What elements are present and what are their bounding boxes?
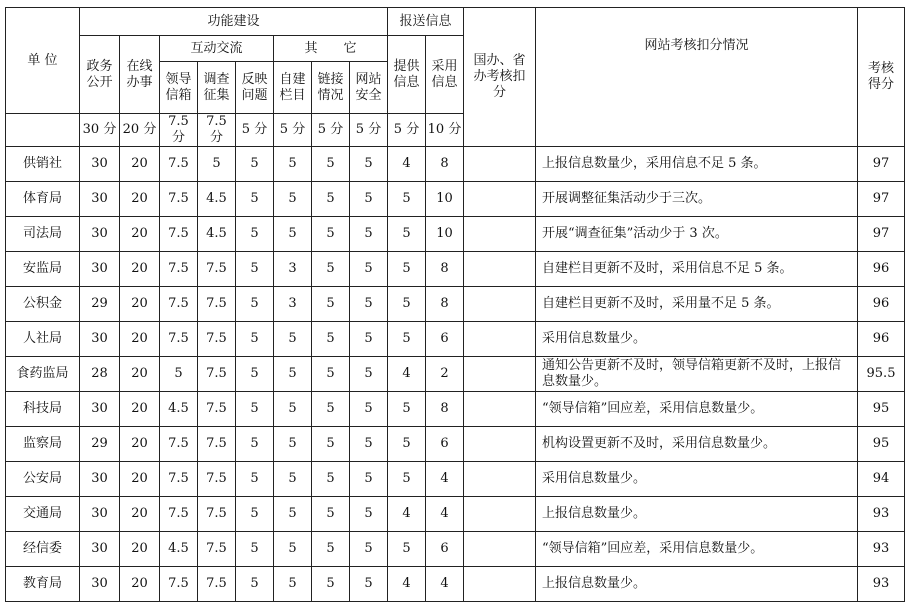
adopt-info-score: 10 <box>426 182 464 217</box>
table-row <box>6 182 905 217</box>
online-service-score: 20 <box>120 147 160 182</box>
links-score: 5 <box>312 462 350 497</box>
assessment-table <box>5 7 905 602</box>
table-row <box>6 287 905 322</box>
unit-name: 安监局 <box>6 252 80 287</box>
unit-name: 司法局 <box>6 217 80 252</box>
gov-affairs-score: 30 <box>80 497 120 532</box>
online-service-score: 20 <box>120 287 160 322</box>
gov-affairs-score: 30 <box>80 322 120 357</box>
deduction-note: “领导信箱”回应差，采用信息数量少。 <box>536 392 858 427</box>
links-score: 5 <box>312 147 350 182</box>
header-others: 其 它 <box>274 36 388 62</box>
online-service-score: 20 <box>120 567 160 602</box>
provide-info-score: 5 <box>388 462 426 497</box>
max-score: 5 分 <box>350 114 388 147</box>
web-security-score: 5 <box>350 217 388 252</box>
survey-score: 7.5 <box>198 497 236 532</box>
header-total-score: 考核得分 <box>858 8 905 147</box>
feedback-score: 5 <box>236 497 274 532</box>
feedback-score: 5 <box>236 217 274 252</box>
web-security-score: 5 <box>350 427 388 462</box>
web-security-score: 5 <box>350 357 388 392</box>
feedback-score: 5 <box>236 567 274 602</box>
web-security-score: 5 <box>350 462 388 497</box>
national-provincial-deduction <box>464 462 536 497</box>
survey-score: 4.5 <box>198 182 236 217</box>
unit-name: 公积金 <box>6 287 80 322</box>
leader-mailbox-score: 7.5 <box>160 182 198 217</box>
provide-info-score: 5 <box>388 217 426 252</box>
provide-info-score: 5 <box>388 287 426 322</box>
online-service-score: 20 <box>120 217 160 252</box>
online-service-score: 20 <box>120 182 160 217</box>
header-gov-affairs: 政务公开 <box>80 36 120 114</box>
gov-affairs-score: 30 <box>80 532 120 567</box>
total-score: 96 <box>858 322 905 357</box>
national-provincial-deduction <box>464 532 536 567</box>
links-score: 5 <box>312 567 350 602</box>
provide-info-score: 5 <box>388 252 426 287</box>
adopt-info-score: 8 <box>426 287 464 322</box>
max-score: 7.5 分 <box>198 114 236 147</box>
survey-score: 7.5 <box>198 567 236 602</box>
links-score: 5 <box>312 392 350 427</box>
total-score: 96 <box>858 252 905 287</box>
web-security-score: 5 <box>350 252 388 287</box>
survey-score: 5 <box>198 147 236 182</box>
deduction-note: 开展“调查征集”活动少于 3 次。 <box>536 217 858 252</box>
adopt-info-score: 6 <box>426 532 464 567</box>
adopt-info-score: 8 <box>426 252 464 287</box>
deduction-note: 自建栏目更新不及时，采用信息不足 5 条。 <box>536 252 858 287</box>
self-column-score: 5 <box>274 182 312 217</box>
leader-mailbox-score: 7.5 <box>160 252 198 287</box>
total-score: 95 <box>858 427 905 462</box>
self-column-score: 3 <box>274 287 312 322</box>
national-provincial-deduction <box>464 252 536 287</box>
total-score: 97 <box>858 217 905 252</box>
national-provincial-deduction <box>464 287 536 322</box>
survey-score: 7.5 <box>198 532 236 567</box>
survey-score: 7.5 <box>198 357 236 392</box>
gov-affairs-score: 29 <box>80 427 120 462</box>
deduction-note: 上报信息数量少，采用信息不足 5 条。 <box>536 147 858 182</box>
deduction-note: 通知公告更新不及时，领导信箱更新不及时，上报信息数量少。 <box>536 357 858 392</box>
national-provincial-deduction <box>464 392 536 427</box>
unit-name: 经信委 <box>6 532 80 567</box>
self-column-score: 5 <box>274 217 312 252</box>
leader-mailbox-score: 7.5 <box>160 567 198 602</box>
deduction-note: 上报信息数量少。 <box>536 567 858 602</box>
online-service-score: 20 <box>120 357 160 392</box>
leader-mailbox-score: 4.5 <box>160 392 198 427</box>
header-web-security: 网站安全 <box>350 62 388 114</box>
table-row <box>6 357 905 392</box>
online-service-score: 20 <box>120 462 160 497</box>
table-row <box>6 567 905 602</box>
provide-info-score: 4 <box>388 147 426 182</box>
unit-name: 食药监局 <box>6 357 80 392</box>
max-score: 20 分 <box>120 114 160 147</box>
web-security-score: 5 <box>350 287 388 322</box>
provide-info-score: 5 <box>388 322 426 357</box>
leader-mailbox-score: 7.5 <box>160 322 198 357</box>
header-interaction: 互动交流 <box>160 36 274 62</box>
adopt-info-score: 8 <box>426 147 464 182</box>
total-score: 97 <box>858 182 905 217</box>
table-row <box>6 322 905 357</box>
unit-name: 教育局 <box>6 567 80 602</box>
leader-mailbox-score: 4.5 <box>160 532 198 567</box>
self-column-score: 5 <box>274 532 312 567</box>
self-column-score: 5 <box>274 462 312 497</box>
self-column-score: 5 <box>274 322 312 357</box>
survey-score: 4.5 <box>198 217 236 252</box>
max-score: 5 分 <box>312 114 350 147</box>
table-row <box>6 497 905 532</box>
survey-score: 7.5 <box>198 322 236 357</box>
header-self-column: 自建栏目 <box>274 62 312 114</box>
national-provincial-deduction <box>464 322 536 357</box>
header-feedback: 反映问题 <box>236 62 274 114</box>
survey-score: 7.5 <box>198 287 236 322</box>
table-row <box>6 427 905 462</box>
online-service-score: 20 <box>120 252 160 287</box>
adopt-info-score: 4 <box>426 567 464 602</box>
self-column-score: 3 <box>274 252 312 287</box>
online-service-score: 20 <box>120 532 160 567</box>
national-provincial-deduction <box>464 182 536 217</box>
max-score: 5 分 <box>274 114 312 147</box>
deduction-note: 开展调整征集活动少于三次。 <box>536 182 858 217</box>
feedback-score: 5 <box>236 182 274 217</box>
total-score: 97 <box>858 147 905 182</box>
online-service-score: 20 <box>120 392 160 427</box>
total-score: 93 <box>858 532 905 567</box>
header-deduction-details: 网站考核扣分情况 <box>536 8 858 147</box>
self-column-score: 5 <box>274 567 312 602</box>
gov-affairs-score: 30 <box>80 182 120 217</box>
self-column-score: 5 <box>274 427 312 462</box>
adopt-info-score: 4 <box>426 497 464 532</box>
header-unit: 单 位 <box>6 8 80 114</box>
table-body <box>6 147 905 602</box>
provide-info-score: 5 <box>388 532 426 567</box>
adopt-info-score: 8 <box>426 392 464 427</box>
header-survey: 调查征集 <box>198 62 236 114</box>
feedback-score: 5 <box>236 392 274 427</box>
max-score: 7.5 分 <box>160 114 198 147</box>
provide-info-score: 5 <box>388 392 426 427</box>
national-provincial-deduction <box>464 147 536 182</box>
leader-mailbox-score: 7.5 <box>160 497 198 532</box>
gov-affairs-score: 30 <box>80 392 120 427</box>
total-score: 95.5 <box>858 357 905 392</box>
unit-name: 公安局 <box>6 462 80 497</box>
survey-score: 7.5 <box>198 427 236 462</box>
header-provide-info: 提供信息 <box>388 36 426 114</box>
gov-affairs-score: 30 <box>80 147 120 182</box>
self-column-score: 5 <box>274 497 312 532</box>
provide-info-score: 4 <box>388 357 426 392</box>
feedback-score: 5 <box>236 532 274 567</box>
leader-mailbox-score: 7.5 <box>160 217 198 252</box>
max-score: 5 分 <box>388 114 426 147</box>
gov-affairs-score: 30 <box>80 252 120 287</box>
provide-info-score: 4 <box>388 567 426 602</box>
adopt-info-score: 6 <box>426 427 464 462</box>
total-score: 96 <box>858 287 905 322</box>
national-provincial-deduction <box>464 497 536 532</box>
feedback-score: 5 <box>236 322 274 357</box>
web-security-score: 5 <box>350 392 388 427</box>
self-column-score: 5 <box>274 392 312 427</box>
feedback-score: 5 <box>236 427 274 462</box>
survey-score: 7.5 <box>198 392 236 427</box>
header-national-provincial: 国办、省办考核扣分 <box>464 8 536 147</box>
header-adopt-info: 采用信息 <box>426 36 464 114</box>
unit-name: 体育局 <box>6 182 80 217</box>
max-score: 10 分 <box>426 114 464 147</box>
leader-mailbox-score: 7.5 <box>160 287 198 322</box>
online-service-score: 20 <box>120 497 160 532</box>
provide-info-score: 4 <box>388 497 426 532</box>
web-security-score: 5 <box>350 497 388 532</box>
deduction-note: 采用信息数量少。 <box>536 462 858 497</box>
table-row <box>6 532 905 567</box>
header-online-service: 在线办事 <box>120 36 160 114</box>
web-security-score: 5 <box>350 567 388 602</box>
leader-mailbox-score: 7.5 <box>160 147 198 182</box>
leader-mailbox-score: 7.5 <box>160 427 198 462</box>
leader-mailbox-score: 5 <box>160 357 198 392</box>
online-service-score: 20 <box>120 322 160 357</box>
national-provincial-deduction <box>464 427 536 462</box>
self-column-score: 5 <box>274 147 312 182</box>
links-score: 5 <box>312 322 350 357</box>
unit-name: 交通局 <box>6 497 80 532</box>
provide-info-score: 5 <box>388 427 426 462</box>
total-score: 95 <box>858 392 905 427</box>
self-column-score: 5 <box>274 357 312 392</box>
links-score: 5 <box>312 217 350 252</box>
adopt-info-score: 6 <box>426 322 464 357</box>
links-score: 5 <box>312 357 350 392</box>
web-security-score: 5 <box>350 147 388 182</box>
gov-affairs-score: 29 <box>80 287 120 322</box>
web-security-score: 5 <box>350 532 388 567</box>
gov-affairs-score: 30 <box>80 217 120 252</box>
deduction-note: “领导信箱”回应差，采用信息数量少。 <box>536 532 858 567</box>
national-provincial-deduction <box>464 217 536 252</box>
max-score: 30 分 <box>80 114 120 147</box>
feedback-score: 5 <box>236 147 274 182</box>
links-score: 5 <box>312 532 350 567</box>
feedback-score: 5 <box>236 252 274 287</box>
adopt-info-score: 10 <box>426 217 464 252</box>
unit-name: 科技局 <box>6 392 80 427</box>
feedback-score: 5 <box>236 462 274 497</box>
total-score: 93 <box>858 567 905 602</box>
gov-affairs-score: 30 <box>80 567 120 602</box>
links-score: 5 <box>312 427 350 462</box>
adopt-info-score: 2 <box>426 357 464 392</box>
links-score: 5 <box>312 252 350 287</box>
deduction-note: 采用信息数量少。 <box>536 322 858 357</box>
national-provincial-deduction <box>464 357 536 392</box>
web-security-score: 5 <box>350 182 388 217</box>
unit-name: 供销社 <box>6 147 80 182</box>
header-function-building: 功能建设 <box>80 8 388 36</box>
links-score: 5 <box>312 497 350 532</box>
feedback-score: 5 <box>236 287 274 322</box>
total-score: 94 <box>858 462 905 497</box>
unit-name: 监察局 <box>6 427 80 462</box>
survey-score: 7.5 <box>198 252 236 287</box>
deduction-note: 机构设置更新不及时，采用信息数量少。 <box>536 427 858 462</box>
national-provincial-deduction <box>464 567 536 602</box>
total-score: 93 <box>858 497 905 532</box>
max-score: 5 分 <box>236 114 274 147</box>
unit-name: 人社局 <box>6 322 80 357</box>
leader-mailbox-score: 7.5 <box>160 462 198 497</box>
gov-affairs-score: 28 <box>80 357 120 392</box>
header-links: 链接情况 <box>312 62 350 114</box>
web-security-score: 5 <box>350 322 388 357</box>
table-row <box>6 462 905 497</box>
max-score-spacer <box>6 114 80 147</box>
table-row <box>6 252 905 287</box>
deduction-note: 自建栏目更新不及时，采用量不足 5 条。 <box>536 287 858 322</box>
deduction-note: 上报信息数量少。 <box>536 497 858 532</box>
provide-info-score: 5 <box>388 182 426 217</box>
feedback-score: 5 <box>236 357 274 392</box>
table-row <box>6 392 905 427</box>
gov-affairs-score: 30 <box>80 462 120 497</box>
links-score: 5 <box>312 287 350 322</box>
table-row <box>6 147 905 182</box>
table-row <box>6 217 905 252</box>
adopt-info-score: 4 <box>426 462 464 497</box>
links-score: 5 <box>312 182 350 217</box>
header-leader-mailbox: 领导信箱 <box>160 62 198 114</box>
header-info-submission: 报送信息 <box>388 8 464 36</box>
survey-score: 7.5 <box>198 462 236 497</box>
online-service-score: 20 <box>120 427 160 462</box>
